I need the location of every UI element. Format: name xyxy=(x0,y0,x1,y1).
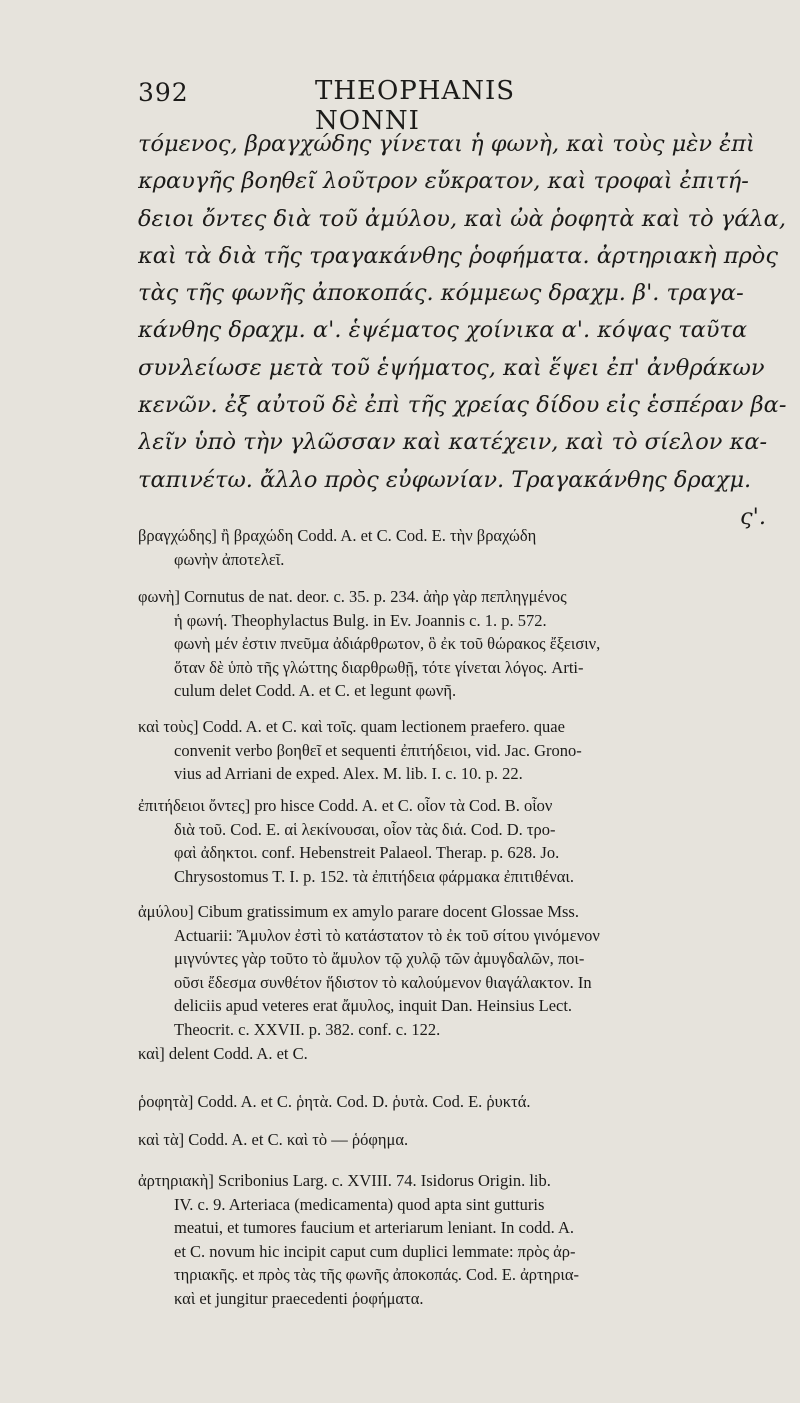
footnote-line: τηριακῆς. et πρὸς τὰς τῆς φωνῆς ἀποκοπάς. Cod. E. ἀρτηρια- xyxy=(174,1265,580,1284)
footnote-line: φωνὴ] Cornutus de nat. deor. c. 35. p. 234. ἀὴρ γὰρ πεπληγμένος xyxy=(138,587,567,606)
footnote-line: καὶ et jungitur praecedenti ῥοφήματα. xyxy=(174,1288,424,1308)
running-title: THEOPHANIS NONNI xyxy=(315,76,516,136)
main-text-line: λεῖν ὑπὸ τὴν γλῶσσαν καὶ κατέχειν, καὶ τὸ σίελον κα- xyxy=(138,429,768,456)
footnote-line: meatui, et tumores faucium et arteriarum leniant. In codd. A. xyxy=(174,1218,574,1237)
footnote-line: διὰ τοῦ. Cod. E. αἱ λεκίνουσαι, οἷον τὰς διά. Cod. D. τρο- xyxy=(174,819,556,839)
footnote xyxy=(138,1169,788,1310)
main-text-block xyxy=(138,126,788,536)
page-header xyxy=(130,70,600,136)
footnote-line: ἡ φωνή. Theophylactus Bulg. in Ev. Joannis c. 1. p. 572. xyxy=(174,610,547,630)
footnote-line: et C. novum hic incipit caput cum duplici lemmate: πρὸς ἀρ- xyxy=(174,1241,576,1261)
footnote-line: ἀμύλου] Cibum gratissimum ex amylo parare docent Glossae Mss. xyxy=(138,902,579,921)
footnote-line: IV. c. 9. Arteriaca (medicamenta) quod apta sint gutturis xyxy=(174,1194,545,1214)
footnote xyxy=(138,715,788,786)
footnote-line: convenit verbo βοηθεῖ et sequenti ἐπιτήδειοι, vid. Jac. Grono- xyxy=(174,740,582,760)
main-text-line: συνλείωσε μετὰ τοῦ ἑψήματος, καὶ ἕψει ἐπ' ἀνθράκων xyxy=(138,354,765,381)
page-number: 392 xyxy=(138,78,189,107)
footnote-line: Chrysostomus T. I. p. 152. τὰ ἐπιτήδεια φάρμακα ἐπιτιθέναι. xyxy=(174,866,574,886)
footnote-line: ὅταν δὲ ὑπὸ τῆς γλώττης διαρθρωθῇ, τότε γίνεται λόγος. Arti- xyxy=(174,657,584,677)
footnote-line: φωνὴν ἀποτελεῖ. xyxy=(174,549,285,569)
footnote-line: φωνὴ μέν ἐστιν πνεῦμα ἀδιάρθρωτον, ὃ ἐκ τοῦ θώρακος ἔξεισιν, xyxy=(174,634,601,653)
footnote xyxy=(138,524,788,571)
main-text-line: κάνθης δραχμ. α'. ἑψέματος χοίνικα α'. κόψας ταῦτα xyxy=(138,317,748,344)
footnote-line: ῥοφητὰ] Codd. A. et C. ῥητὰ. Cod. D. ῥυτὰ. Cod. E. ῥυκτά. xyxy=(138,1092,531,1111)
footnote-line: Theocrit. c. XXVII. p. 382. conf. c. 122. xyxy=(174,1019,441,1039)
main-text-line: κενῶν. ἐξ αὐτοῦ δὲ ἐπὶ τῆς χρείας δίδου εἰς ἑσπέραν βα- xyxy=(138,392,787,419)
footnote-line: Actuarii: Ἄμυλον ἐστὶ τὸ κατάστατον τὸ ἐκ τοῦ σίτου γινόμενον xyxy=(174,925,600,945)
footnote-line: βραγχώδης] ἢ βραχώδη Codd. A. et C. Cod. E. τὴν βραχώδη xyxy=(138,526,537,545)
footnote-line: φαὶ ἀδηκτοι. conf. Hebenstreit Palaeol. Therap. p. 628. Jo. xyxy=(174,843,560,862)
main-text-line: καὶ τὰ διὰ τῆς τραγακάνθης ῥοφήματα. ἀρτηριακὴ πρὸς xyxy=(138,242,778,269)
footnote-line: καὶ] delent Codd. A. et C. xyxy=(138,1044,308,1063)
footnote-line: μιγνύντες γὰρ τοῦτο τὸ ἄμυλον τῷ χυλῷ τῶν ἀμυγδαλῶν, ποι- xyxy=(174,949,585,968)
footnote-line: ἀρτηριακὴ] Scribonius Larg. c. XVIII. 74. Isidorus Origin. lib. xyxy=(138,1171,551,1190)
main-text-line: τόμενος, βραγχώδης γίνεται ἡ φωνὴ, καὶ τοὺς μὲν ἐπὶ xyxy=(138,131,755,157)
footnote xyxy=(138,1090,788,1114)
footnote-line: ἐπιτήδειοι ὄντες] pro hisce Codd. A. et C. οἷον τὰ Cod. B. οἷον xyxy=(138,796,553,815)
main-text-line: κραυγῆς βοηθεῖ λοῦτρον εὔκρατον, καὶ τροφαὶ ἐπιτή- xyxy=(138,168,749,195)
footnote xyxy=(138,1128,788,1152)
main-text-line: τὰς τῆς φωνῆς ἀποκοπάς. κόμμεως δραχμ. β'. τραγα- xyxy=(138,280,744,307)
footnote-line: οῦσι ἔδεσμα συνθέτον ἥδιστον τὸ καλούμενον θιαγάλακτον. In xyxy=(174,972,592,992)
footnote-line: vius ad Arriani de exped. Alex. M. lib. I. c. 10. p. 22. xyxy=(174,764,523,783)
footnote xyxy=(138,1042,788,1066)
footnote-line: καὶ τοὺς] Codd. A. et C. καὶ τοῖς. quam lectionem praefero. quae xyxy=(138,717,565,736)
main-text-line: ταπινέτω. ἄλλο πρὸς εὐφωνίαν. Τραγακάνθης δραχμ. xyxy=(138,466,752,493)
footnote xyxy=(138,900,788,1041)
footnote-line: deliciis apud veteres erat ἄμυλος, inquit Dan. Heinsius Lect. xyxy=(174,996,573,1015)
footnote-line: culum delet Codd. A. et C. et legunt φωνῆ. xyxy=(174,681,457,700)
footnote-line: καὶ τὰ] Codd. A. et C. καὶ τὸ — ῥόφημα. xyxy=(138,1130,409,1149)
main-text-line: δειοι ὄντες διὰ τοῦ ἀμύλου, καὶ ὠὰ ῥοφητὰ καὶ τὸ γάλα, xyxy=(138,205,787,232)
footnote xyxy=(138,794,788,888)
main-text-line: ς'. xyxy=(740,503,766,530)
footnote xyxy=(138,585,788,703)
